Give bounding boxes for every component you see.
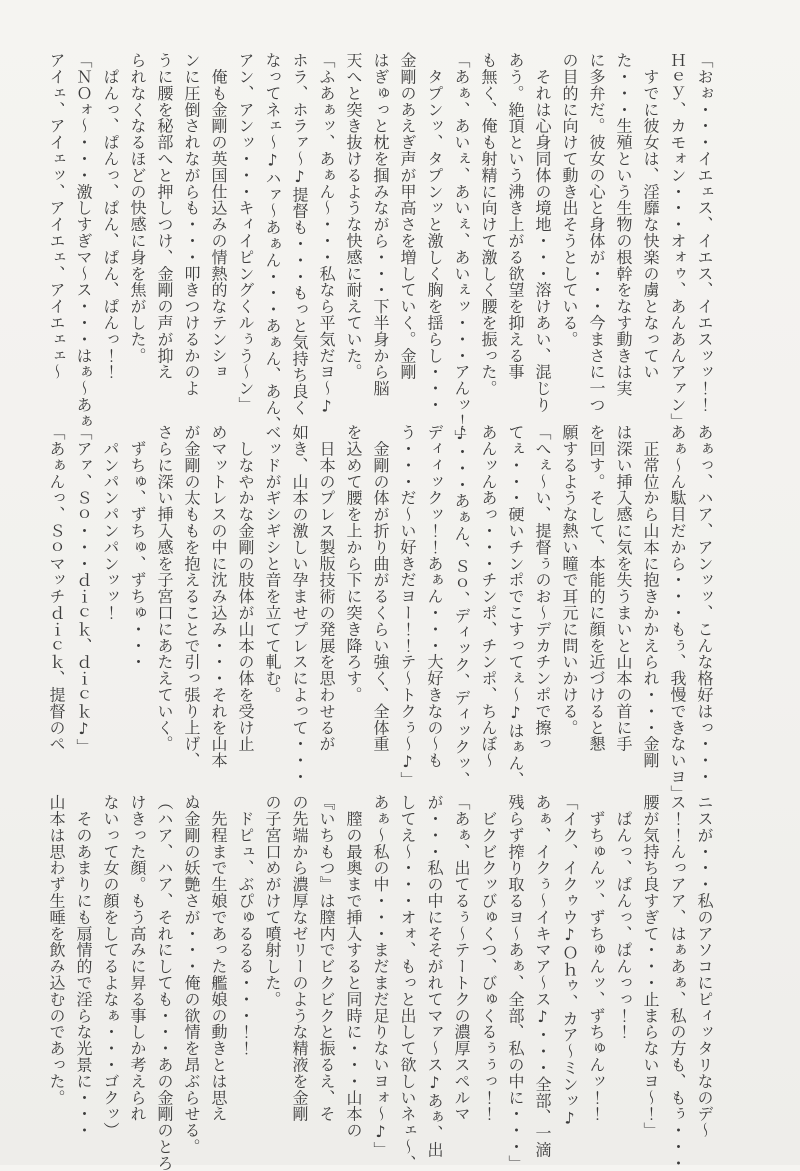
text-column: あぁ〜私の中・・・まだまだ足りないヨォ〜♪」 [371,794,390,1158]
text-column: 膣の最奥まで挿入すると同時に・・・山本の [344,794,363,1139]
text-column: あぁ〜ん駄目だから・・・もぅ、我慢できないヨ」 [668,424,687,802]
text-column: めマットレスの中に沈み込み・・・それを山本 [209,424,228,769]
text-band-top [43,52,718,446]
text-column: ベッドがギシギシと音を立てて軋む。 [263,424,282,703]
text-column: は深い挿入感に気を失うまいと山本の首に手 [614,424,633,752]
text-column: を込めて腰を上から下に突き降ろす。 [344,424,363,703]
text-column: 俺も金剛の英国仕込みの情熱的なテンショ [209,52,228,380]
text-column: 『いちもつ』は膣内でビクビクと振るえ、そ [317,794,336,1122]
text-column: 正常位から山本に抱きかかえられ・・・金剛 [641,424,660,769]
text-column: あぁっ、ハア、アンッッ、こんな格好はっ・・・ [695,424,714,785]
text-column: ス！！んっアア、はぁあぁ、私の方も、もぅ・・・ [668,794,687,1171]
text-column: 「アァ、Ｓｏ・・・ｄｉｃｋ、ｄｉｃｋ♪」 [74,424,93,755]
text-band-middle [43,424,718,802]
text-column: 「あぁんっ、Ｓｏマッチｄｉｃｋ、提督のペ [47,424,66,752]
text-column: 「ふあぁッ、あぁん〜・・・私なら平気だヨ〜♪ [317,52,336,416]
text-column: の目的に向けて動き出そうとしている。 [560,52,579,348]
text-column: も無く、俺も射精に向けて激しく腰を振った。 [479,52,498,397]
text-column: 如き、山本の激しい孕ませプレスによって・・・ [290,424,309,785]
text-column: それは心身同体の境地・・・溶けあい、混じり [533,52,552,413]
text-column: を回す。そして、本能的に顔を近づけると懇 [587,424,606,752]
text-column: ドピュ、ぶぴゅるるる・・・！！ [236,794,255,1057]
text-column: なってネェ〜♪ハァ〜あぁん・・・あぁん、あん、 [263,52,282,433]
text-band-bottom [43,794,718,1171]
text-column: 「へぇ〜い、提督ぅのお〜デカチンポで擦っ [533,424,552,752]
text-column: 残らず搾り取るヨ〜あぁ、全部、私の中に・・・」 [506,794,525,1171]
text-column: はぎゅっと枕を掴みながら・・・下半身から脳 [371,52,390,397]
text-column: が金剛の太ももを抱えることで引っ張り上げ、 [182,424,201,769]
text-column: 金剛のあえぎ声が甲高さを増していく。金剛 [398,52,417,380]
text-column: しなやかな金剛の肢体が山本の体を受け止 [236,424,255,752]
text-column: あんッんあっ・・・チンポ、チンポ、ちんぼ〜 [479,424,498,769]
text-column: 山本は思わず生唾を飲み込むのであった。 [47,794,66,1106]
text-column: ぬ金剛の妖艶さが・・・俺の欲情を昂ぶらせる。 [182,794,201,1155]
text-column: の子宮口めがけて噴射した。 [263,794,282,1008]
text-column: 「ＮＯォ〜・・・激しすぎマ〜ス・・・はぁ〜あぁ [74,52,93,430]
text-column: 「あぁ、あいぇ、あいぇ、あいぇッ・・・アんッ！」 [452,52,471,446]
text-column: そのあまりにも扇情的で淫らな光景に・・・ [74,794,93,1139]
text-column: う・・・だ〜い好きだヨー！！テ〜トクぅ〜♪」 [398,424,417,788]
text-column: （ハア、ハア、それにしても・・・あの金剛のとろ [155,794,174,1171]
text-column: てぇ・・・硬いチンポでこすってぇ〜♪はぁん、 [506,424,525,788]
text-column: アイェ、アイェッ、アイエェ、アイエェェ〜 [47,52,66,380]
text-column: られなくなるほどの快感に身を焦がした。 [128,52,147,364]
text-column: ビクビクッびゅくつ、びゅくるぅぅっ！！ [479,794,498,1122]
text-column: 願するような熱い瞳で耳元に問いかける。 [560,424,579,736]
text-column: してえ〜・・・オォ、もっと出して欲しいネェ〜、 [398,794,417,1171]
text-column: パンパンパンパンッッ！ [101,424,120,621]
text-column: タプンッ、タプンッと激しく胸を揺らし・・・ [425,52,444,413]
text-column: うに腰を秘部へと押しつけ、金剛の声が抑え [155,52,174,380]
text-column: ディィックッ！！あぁん・・・大好きなの〜も [425,424,444,769]
text-column: ンに圧倒されながらも・・・叩きつけるかのよ [182,52,201,397]
text-column: ずちゅんッ、ずちゅんッ、ずちゅんッ！！ [587,794,606,1122]
text-column: Ｈｅｙ、カモォン・・・オォゥ、あんあんアァン」 [668,52,687,430]
text-column: 天へと突き抜けるような快感に耐えていた。 [344,52,363,380]
text-column: 「おぉ・・・イエェス、イエス、イエスッッ！！ [695,52,714,413]
text-column: の先端から濃厚なゼリーのような精液を金剛 [290,794,309,1122]
text-column: 金剛の体が折り曲がるくらい強く、全体重 [371,424,390,752]
text-column: ないって女の顔をしてるよなぁ・・・ゴクッ） [101,794,120,1139]
text-column: ニスが・・・私のアソコにピィッタリなのデ〜 [695,794,714,1139]
text-column: さらに深い挿入感を子宮口にあたえていく。 [155,424,174,752]
text-column: ぱんっ、ぱんっ、ぱん、ぱん、ぱんっ！！ [101,52,120,380]
text-column: けきった顔。もう高みに昇る事しか考えられ [128,794,147,1122]
text-column: ずちゅ、ずちゅ、ずちゅ・・・ [128,424,147,670]
text-column: 日本のプレス製版技術の発展を思わせるが [317,424,336,752]
text-column: が・・・私の中にそそがれてマァ〜ス♪あぁ、出 [425,794,444,1158]
text-column: ぱんっ、ぱんっ、ぱんっっ！！ [614,794,633,1040]
text-column: あう。絶頂という沸き上がる欲望を抑える事 [506,52,525,380]
text-column: た・・・生殖という生物の根幹をなす動きは実 [614,52,633,397]
text-column: あぁ、イクぅ〜イキマア〜ス♪・・・全部、一滴 [533,794,552,1158]
text-column: すでに彼女は、淫靡な快楽の虜となってい [641,52,660,380]
text-column: ホラ、ホラァ〜♪提督も・・・もっと気持ち良く [290,52,309,416]
text-column: 「イク、イクゥウ♪Ｏｈゥ、カア〜ミンッ♪ [560,794,579,1128]
text-column: アン、アンッ・・・キィイピングくルぅう〜ン」 [236,52,255,413]
text-column: 先程まで生娘であった艦娘の動きとは思え [209,794,228,1122]
text-column: 「あぁ、出てるぅ〜テートクの濃厚スペルマ [452,794,471,1122]
text-column: 腰が気持ち良すぎて・・・止まらないヨ〜！」 [641,794,660,1139]
text-column: に多弁だ。彼女の心と身体が・・・今まさに一つ [587,52,606,413]
text-column: ♪・・・あぁん、Ｓｏ、ディック、ディックッ、 [452,424,471,788]
